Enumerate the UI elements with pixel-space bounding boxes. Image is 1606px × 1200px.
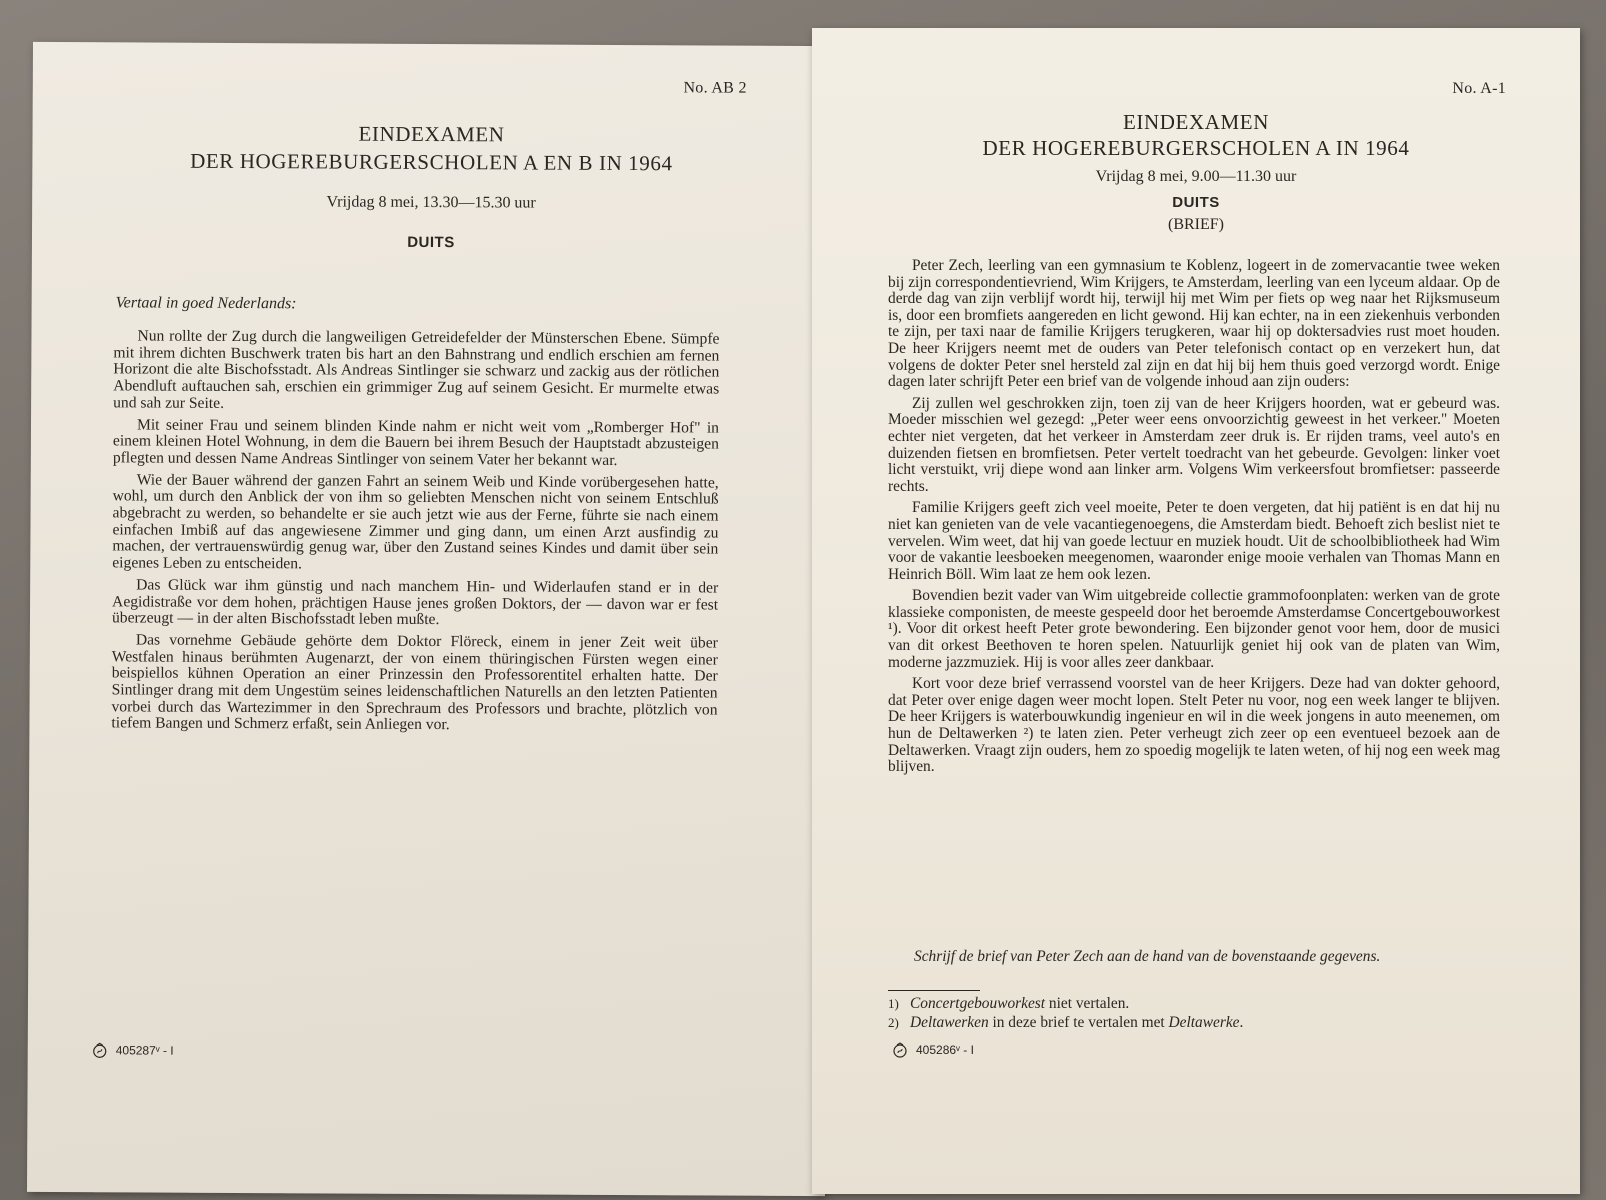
exam-subject: DUITS bbox=[1172, 194, 1220, 211]
exam-datetime: Vrijdag 8 mei, 13.30—15.30 uur bbox=[326, 193, 536, 212]
exam-title: EINDEXAMEN bbox=[358, 121, 505, 147]
instruction: Vertaal in goed Nederlands: bbox=[115, 294, 297, 313]
paragraph: Das vornehme Gebäude gehörte dem Doktor Flöreck, einem in jener Zeit weit über Westfalen hinaus berühmten Augenarzt, der von einem thüringischen Fürsten wegen einer beispiellos kühnen Operation an einer Prinzessin den Professorentitel erhalten hatte. Der Sintlinger drang mit dem Ungestüm seines leidenschaftlichen Naturells an den letzten Patienten vorbei durch das Wartezimmer in den Sprechraum des Professors und brachte, plötzlich von tiefem Bangen und Schmerz erfaßt, sein Anliegen vor. bbox=[111, 631, 718, 734]
doc-number: No. A-1 bbox=[1452, 80, 1506, 97]
doc-number: No. AB 2 bbox=[683, 79, 747, 97]
exam-subject: DUITS bbox=[407, 233, 455, 252]
exam-title: EINDEXAMEN bbox=[1123, 110, 1269, 134]
print-code bbox=[892, 1042, 974, 1058]
footnotes bbox=[888, 994, 1243, 1032]
footnote-2: 2) Deltawerken in deze brief te vertalen met Deltawerke. bbox=[888, 1014, 1244, 1031]
exam-letter-label: (BRIEF) bbox=[1168, 216, 1224, 233]
paragraph: Kort voor deze brief verrassend voorstel van de heer Krijgers. Deze had van dokter gehoord, dat Peter over enige dagen weer mocht lopen. Stelt Peter nu voor, nog een week langer te blijven. De heer Krijgers is waterbouwkundig ingenieur en wil in die week jongens in auto meenemen, om hun de Deltawerken ²) te laten zien. Peter verheugt zich zeer op een eventueel bezoek aan de Deltawerken. Vraagt zijn ouders, hem zo spoedig mogelijk te laten weten, of hij nog een week mag blijven. bbox=[888, 675, 1500, 776]
paragraph: Peter Zech, leerling van een gymnasium te Koblenz, logeert in de zomervacantie twee weken bij zijn correspondentievriend, Wim Krijgers, te Amsterdam, leerling van een lyceum aldaar. Op de derde dag van zijn verblijf wordt hij, terwijl hij met Wim per fiets op weg naar het Rijksmuseum is, door een bromfiets aangereden en licht gewond. Hij kan echter, na in een ziekenhuis verbonden te zijn, per taxi naar de familie Krijgers terugkeren, waar hij op doktersadvies rust moet houden. De heer Krijgers neemt met de ouders van Peter telefonisch contact op en verzekert hun, dat volgens de dokter Peter snel hersteld zal zijn en dat hij bij hem thuis goed verzorgd wordt. Enige dagen later schrijft Peter een brief van de volgende inhoud aan zijn ouders: bbox=[888, 257, 1500, 391]
paragraph: Das Glück war ihm günstig und nach manchem Hin- und Widerlaufen stand er in der Aegidistraße vor dem hohen, prächtigen Hause jenes großen Doktors, der — davon war er fest überzeugt — in der alten Bischofsstadt leben mußte. bbox=[111, 576, 719, 629]
exam-subtitle: DER HOGEREBURGERSCHOLEN A IN 1964 bbox=[982, 136, 1410, 160]
paragraph: Bovendien bezit vader van Wim uitgebreide collectie grammofoonplaten: werken van de grote klassieke componisten, de meeste gespeeld door het beroemde Amsterdamse Concertgebouworkest ¹). Voor dit orkest heeft Peter grote bewondering. Een bijzonder genot voor hem, door de musici van dit orkest Beethoven te horen spelen. Natuurlijk geniet hij ook van de platen van Wim, moderne jazzmuziek. Hij is voor alles zeer dankbaar. bbox=[888, 587, 1500, 671]
footnote-1: 1) Concertgebouworkest niet vertalen. bbox=[888, 995, 1130, 1012]
paragraph: Nun rollte der Zug durch die langweiligen Getreidefelder der Münsterschen Ebene. Sümpfe mit ihrem dichten Buschwerk traten bis hart an den Bahnstrang und endlich erschien am fernen Horizont die alte Bischofsstadt. Als Andreas Sintlinger sie schwarz und zackig aus der rötlichen Abendluft auftauchen sah, erschien ein grimmiger Zug auf seinem Gesicht. Er murmelte etwas und sah zur Seite. bbox=[113, 327, 720, 412]
printer-seal-icon bbox=[892, 1042, 908, 1058]
exam-sheet-right bbox=[812, 28, 1580, 1194]
paragraph: Wie der Bauer während der ganzen Fahrt an seinem Weib und Kinde vorübergesehen hatte, wohl, um durch den Anblick der von ihm so geliebten Menschen nicht von seinem Entschluß abgebracht zu werden, so behandelte er sie auch jetzt wie aus der Ferne, führte sie nach einem einfachen Imbiß auf das angewiesene Zimmer und ging dann, um einen Arzt ausfindig zu machen, der vertrauenswürdig genug war, über den Zustand seines Kindes und damit über sein eigenes Leben zu entscheiden. bbox=[112, 471, 719, 573]
paragraph: Mit seiner Frau und seinem blinden Kinde nahm er nicht weit vom „Romberger Hof" in einem kleinen Hotel Wohnung, in dem die Bauern bei ihrem Besuch der Hauptstadt abzusteigen pflegten und dessen Name Andreas Sintlinger von seinem Vater her bekannt war. bbox=[112, 415, 720, 469]
print-code bbox=[92, 1042, 174, 1058]
printer-seal-icon bbox=[92, 1042, 108, 1058]
exam-sheet-left bbox=[27, 42, 831, 1196]
print-code-text: 405287ᵛ - I bbox=[115, 1043, 174, 1058]
exam-passage bbox=[111, 328, 719, 740]
print-code-text: 405286ᵛ - I bbox=[916, 1043, 974, 1057]
paragraph: Familie Krijgers geeft zich veel moeite, Peter te doen vergeten, dat hij patiënt is en dat hij nu niet kan genieten van de vele vacantiegenoegens, die Amsterdam biedt. Behoeft zich beslist niet te vervelen. Wim weet, dat hij van goede lectuur en muziek houdt. Uit de schoolbibliotheek had Wim voor de vakantie leesboeken meegenomen, waaronder enige mooie verhalen van Thomas Mann en Heinrich Böll. Wim laat ze hem ook lezen. bbox=[888, 499, 1500, 583]
exam-subtitle: DER HOGEREBURGERSCHOLEN A EN B IN 1964 bbox=[190, 148, 673, 176]
exam-datetime: Vrijdag 8 mei, 9.00—11.30 uur bbox=[1095, 168, 1297, 185]
footnote-rule bbox=[888, 990, 980, 991]
paragraph: Zij zullen wel geschrokken zijn, toen zij van de heer Krijgers hoorden, wat er gebeurd was. Moeder misschien wel gezegd: „Peter weer eens onvoorzichtig geweest in het verkeer." Moeten echter niet vergeten, dat het verkeer in Amsterdam zeer druk is. Er rijden trams, veel auto's en duizenden fietsen en bromfietsen. Peter vertelt toedracht van het gebeurde. Gevolgen: linker voet licht verstuikt, vrij diepe wond aan linker arm. Volgens Wim verkeersfout bromfietser: passeerde rechts. bbox=[888, 394, 1500, 495]
closing-instruction: Schrijf de brief van Peter Zech aan de hand van de bovenstaande gegevens. bbox=[914, 948, 1381, 965]
exam-assignment bbox=[888, 258, 1500, 781]
